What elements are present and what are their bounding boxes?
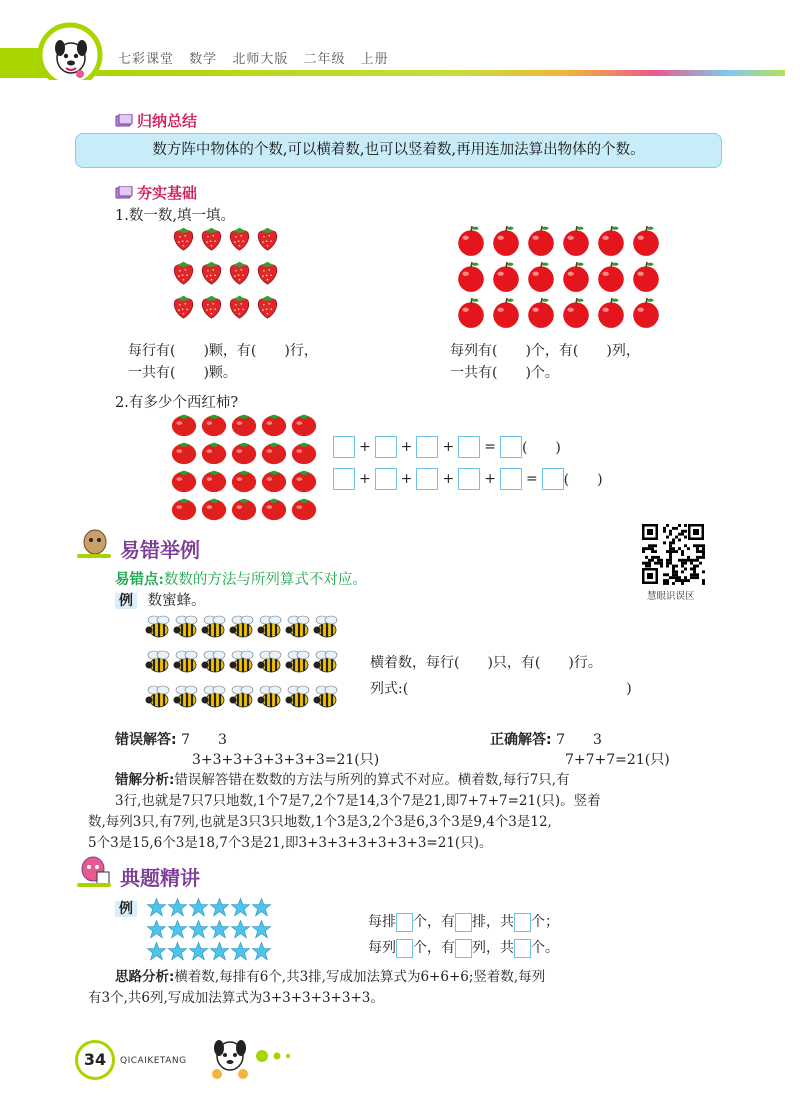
tomato-icon — [230, 410, 258, 438]
answer-box[interactable] — [455, 913, 472, 932]
star-icon — [167, 919, 188, 940]
summary-text: 数方阵中物体的个数,可以横着数,也可以竖着数,再用连加法算出物体的个数。 — [152, 142, 645, 158]
bee-icon — [255, 682, 285, 712]
tomato-icon — [200, 438, 228, 466]
header-subject: 数学 — [189, 52, 218, 67]
qr-caption: 慧眼识误区 — [647, 591, 695, 602]
footer-brand: QICAIKETANG — [120, 1056, 187, 1066]
answer-box[interactable] — [416, 468, 438, 490]
apple-icon — [455, 261, 487, 293]
bee-icon — [227, 612, 257, 642]
tomato-icon — [260, 494, 288, 522]
tomato-icon — [170, 466, 198, 494]
bee-icon — [227, 682, 257, 712]
strawberry-icon — [226, 293, 253, 320]
mistake-analysis: 错解分析:错误解答错在数数的方法与所列的算式不对应。横着数,每行7只,有 — [115, 772, 570, 788]
apple-icon — [595, 225, 627, 257]
q2-title: 2.有多少个西红柿? — [115, 395, 239, 411]
mistake-example: 例 数蜜蜂。 — [115, 589, 206, 610]
apple-icon — [560, 297, 592, 329]
bee-icon — [143, 612, 173, 642]
tomato-icon — [290, 410, 318, 438]
mistake-analysis-line4: 5个3是15,6个3是18,7个3是21,即3+3+3+3+3+3+3=21(只)。 — [88, 835, 493, 851]
typical-analysis-line2: 有3个,共6列,写成加法算式为3+3+3+3+3+3。 — [88, 990, 384, 1006]
apple-icon — [525, 261, 557, 293]
typical-example — [115, 898, 137, 918]
strawberry-icon — [254, 259, 281, 286]
strawberry-icon — [198, 225, 225, 252]
tomato-icon — [230, 466, 258, 494]
bee-icon — [227, 647, 257, 677]
typical-col-line: 每列 个，有 列，共 个。 — [368, 940, 559, 956]
typical-heading: 典题精讲 — [120, 866, 200, 890]
star-icon — [146, 941, 167, 962]
strawberry-icon — [254, 225, 281, 252]
star-icon — [209, 919, 230, 940]
apple-icon — [525, 297, 557, 329]
strawberry-icon — [170, 259, 197, 286]
book-icon — [115, 186, 133, 200]
bee-icon — [143, 647, 173, 677]
star-icon — [188, 941, 209, 962]
footer-dots-decoration — [255, 1048, 295, 1064]
right-equation: 7+7+7=21(只) — [565, 752, 670, 768]
tomato-icon — [290, 466, 318, 494]
apple-icon — [455, 225, 487, 257]
star-icon — [167, 897, 188, 918]
apple-icon — [560, 225, 592, 257]
bee-icon — [255, 612, 285, 642]
bee-icon — [283, 647, 313, 677]
q2-equation-2: + + + + = ( ) — [333, 468, 603, 490]
answer-box[interactable] — [416, 436, 438, 458]
strawberry-icon — [226, 225, 253, 252]
header-edition: 北师大版 — [232, 52, 289, 67]
star-icon — [167, 941, 188, 962]
bee-count-line: 横着数，每行( )只，有( )行。 — [370, 655, 602, 671]
star-icon — [188, 919, 209, 940]
example-tag: 例 — [115, 901, 137, 917]
q1-right-line2: 一共有( )个。 — [450, 365, 559, 381]
book-icon — [115, 114, 133, 128]
mistake-heading: 易错举例 — [120, 538, 200, 562]
answer-box[interactable] — [333, 468, 355, 490]
header-series: 七彩课堂 — [118, 52, 175, 67]
header-grade: 二年级 — [303, 52, 346, 67]
mistake-point: 易错点:数数的方法与所列算式不对应。 — [115, 571, 367, 588]
tomato-grid — [170, 410, 320, 520]
answer-box[interactable] — [542, 468, 564, 490]
apple-grid — [455, 225, 670, 330]
answer-box[interactable] — [375, 436, 397, 458]
bee-icon — [311, 647, 341, 677]
answer-box[interactable] — [458, 468, 480, 490]
bee-icon — [199, 612, 229, 642]
strawberry-icon — [198, 259, 225, 286]
tomato-icon — [290, 494, 318, 522]
header-title — [118, 48, 399, 67]
tomato-icon — [260, 410, 288, 438]
answer-box[interactable] — [500, 436, 522, 458]
bee-icon — [171, 612, 201, 642]
star-icon — [146, 897, 167, 918]
answer-box[interactable] — [396, 939, 413, 958]
answer-box[interactable] — [396, 913, 413, 932]
tomato-icon — [230, 438, 258, 466]
mistake-mascot-icon — [75, 528, 113, 560]
mistake-analysis-line3: 数,每列3只,有7列,也就是3只3只地数,1个3是3,2个3是6,3个3是9,4个3是12, — [88, 814, 552, 830]
answer-box[interactable] — [514, 939, 531, 958]
apple-icon — [455, 297, 487, 329]
star-icon — [230, 919, 251, 940]
bee-icon — [283, 682, 313, 712]
star-icon — [251, 919, 272, 940]
bee-formula-line: 列式:( ) — [370, 681, 632, 697]
apple-icon — [490, 225, 522, 257]
star-icon — [209, 897, 230, 918]
answer-box[interactable] — [500, 468, 522, 490]
apple-icon — [490, 297, 522, 329]
basics-heading: 夯实基础 — [115, 182, 197, 203]
q2-equation-1: + + + = ( ) — [333, 436, 561, 458]
mistake-analysis-line2: 3行,也就是7只7只地数,1个7是7,2个7是14,3个7是21,即7+7+7=21(只)。竖着 — [115, 793, 601, 809]
strawberry-icon — [170, 293, 197, 320]
strawberry-icon — [226, 259, 253, 286]
summary-heading: 归纳总结 — [115, 110, 197, 131]
apple-icon — [490, 261, 522, 293]
apple-icon — [525, 225, 557, 257]
tomato-icon — [170, 438, 198, 466]
star-icon — [230, 941, 251, 962]
bee-icon — [255, 647, 285, 677]
star-icon — [230, 897, 251, 918]
header-bar — [0, 0, 800, 80]
tomato-icon — [230, 494, 258, 522]
answer-box[interactable] — [455, 939, 472, 958]
star-grid — [146, 897, 281, 967]
star-icon — [251, 897, 272, 918]
answer-box[interactable] — [375, 468, 397, 490]
answer-box[interactable] — [333, 436, 355, 458]
tomato-icon — [170, 410, 198, 438]
bee-icon — [283, 612, 313, 642]
tomato-icon — [290, 438, 318, 466]
bee-icon — [171, 647, 201, 677]
bee-icon — [311, 682, 341, 712]
tomato-icon — [170, 494, 198, 522]
strawberry-icon — [170, 225, 197, 252]
qr-code-icon[interactable] — [640, 522, 706, 586]
apple-icon — [560, 261, 592, 293]
example-tag: 例 — [115, 593, 137, 609]
apple-icon — [630, 297, 662, 329]
star-icon — [188, 897, 209, 918]
bee-grid — [143, 612, 343, 722]
apple-icon — [630, 261, 662, 293]
mascot-dog-icon — [46, 30, 96, 82]
strawberry-grid — [170, 225, 300, 325]
star-icon — [209, 941, 230, 962]
bee-icon — [171, 682, 201, 712]
q1-left-line1: 每行有( )颗，有( )行， — [128, 343, 318, 359]
answer-box[interactable] — [458, 436, 480, 458]
tomato-icon — [200, 410, 228, 438]
typical-mascot-icon — [75, 856, 113, 888]
strawberry-icon — [254, 293, 281, 320]
bee-icon — [143, 682, 173, 712]
q1-right-line1: 每列有( )个，有( )列， — [450, 343, 640, 359]
star-icon — [146, 919, 167, 940]
right-answer: 正确解答: 7 3 — [490, 732, 602, 748]
bee-icon — [311, 612, 341, 642]
tomato-icon — [200, 466, 228, 494]
summary-box — [75, 133, 722, 168]
apple-icon — [595, 297, 627, 329]
tomato-icon — [200, 494, 228, 522]
wrong-equation: 3+3+3+3+3+3+3=21(只) — [192, 752, 380, 768]
wrong-answer: 错误解答: 7 3 — [115, 732, 227, 748]
typical-analysis: 思路分析:横着数,每排有6个,共3排,写成加法算式为6+6+6;竖着数,每列 — [115, 969, 546, 985]
q1-title: 1.数一数,填一填。 — [115, 208, 235, 224]
bee-icon — [199, 682, 229, 712]
page-number: 34 — [75, 1040, 115, 1080]
apple-icon — [630, 225, 662, 257]
typical-row-line: 每排 个，有 排，共 个； — [368, 914, 559, 930]
header-volume: 上册 — [360, 52, 389, 67]
footer-dog-icon — [205, 1036, 255, 1081]
q1-left-line2: 一共有( )颗。 — [128, 365, 237, 381]
tomato-icon — [260, 438, 288, 466]
bee-icon — [199, 647, 229, 677]
apple-icon — [595, 261, 627, 293]
strawberry-icon — [198, 293, 225, 320]
star-icon — [251, 941, 272, 962]
tomato-icon — [260, 466, 288, 494]
answer-box[interactable] — [514, 913, 531, 932]
